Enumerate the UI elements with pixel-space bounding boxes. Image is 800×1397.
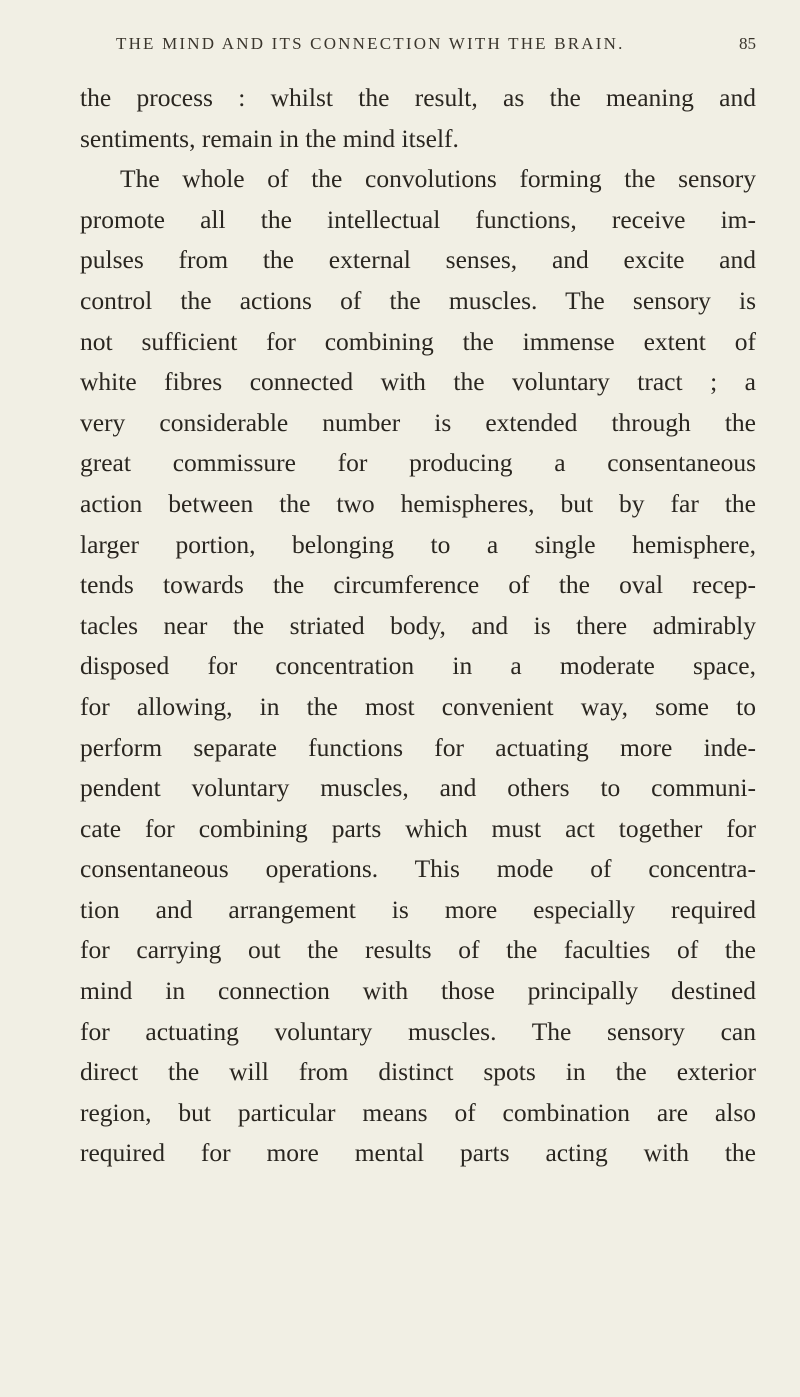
text-line: not sufficient for combining the immense extent of bbox=[80, 326, 756, 356]
text-line: larger portion, belonging to a single hemisphere, bbox=[80, 529, 756, 559]
text-line: very considerable number is extended through the bbox=[80, 407, 756, 437]
text-line: great commissure for producing a consentaneous bbox=[80, 448, 756, 478]
text-line: cate for combining parts which must act together for bbox=[80, 813, 756, 843]
text-line: direct the will from distinct spots in the exterior bbox=[80, 1057, 756, 1087]
text-line: disposed for concentration in a moderate space, bbox=[80, 651, 756, 681]
running-title: THE MIND AND ITS CONNECTION WITH THE BRAIN. bbox=[116, 34, 625, 53]
text-line: for actuating voluntary muscles. The sensory can bbox=[80, 1016, 756, 1046]
text-line: for carrying out the results of the faculties of the bbox=[80, 935, 756, 965]
text-line: the process : whilst the result, as the meaning and bbox=[80, 83, 756, 112]
text-line: region, but particular means of combination are also bbox=[80, 1097, 756, 1127]
text-line: tion and arrangement is more especially required bbox=[80, 894, 756, 924]
text-line: tends towards the circumference of the oval recep- bbox=[80, 570, 756, 600]
running-head bbox=[116, 34, 756, 64]
text-line: perform separate functions for actuating more inde- bbox=[80, 732, 756, 762]
text-line: required for more mental parts acting with the bbox=[80, 1138, 756, 1168]
page-number: 85 bbox=[739, 34, 756, 53]
text-line: sentiments, remain in the mind itself. bbox=[80, 123, 459, 153]
text-line: The whole of the convolutions forming the sensory bbox=[120, 164, 756, 194]
text-line: control the actions of the muscles. The sensory is bbox=[80, 285, 756, 315]
text-line: white fibres connected with the voluntary tract ; a bbox=[80, 367, 756, 397]
text-line: consentaneous operations. This mode of concentra- bbox=[80, 854, 756, 884]
body-text bbox=[80, 78, 756, 1174]
text-line: pulses from the external senses, and excite and bbox=[80, 245, 756, 275]
text-line: pendent voluntary muscles, and others to communi- bbox=[80, 773, 756, 803]
text-line: promote all the intellectual functions, receive im- bbox=[80, 204, 756, 234]
text-line: tacles near the striated body, and is there admirably bbox=[80, 610, 756, 640]
text-line: for allowing, in the most convenient way, some to bbox=[80, 691, 756, 721]
text-line: mind in connection with those principally destined bbox=[80, 976, 756, 1006]
text-line: action between the two hemispheres, but by far the bbox=[80, 488, 756, 518]
